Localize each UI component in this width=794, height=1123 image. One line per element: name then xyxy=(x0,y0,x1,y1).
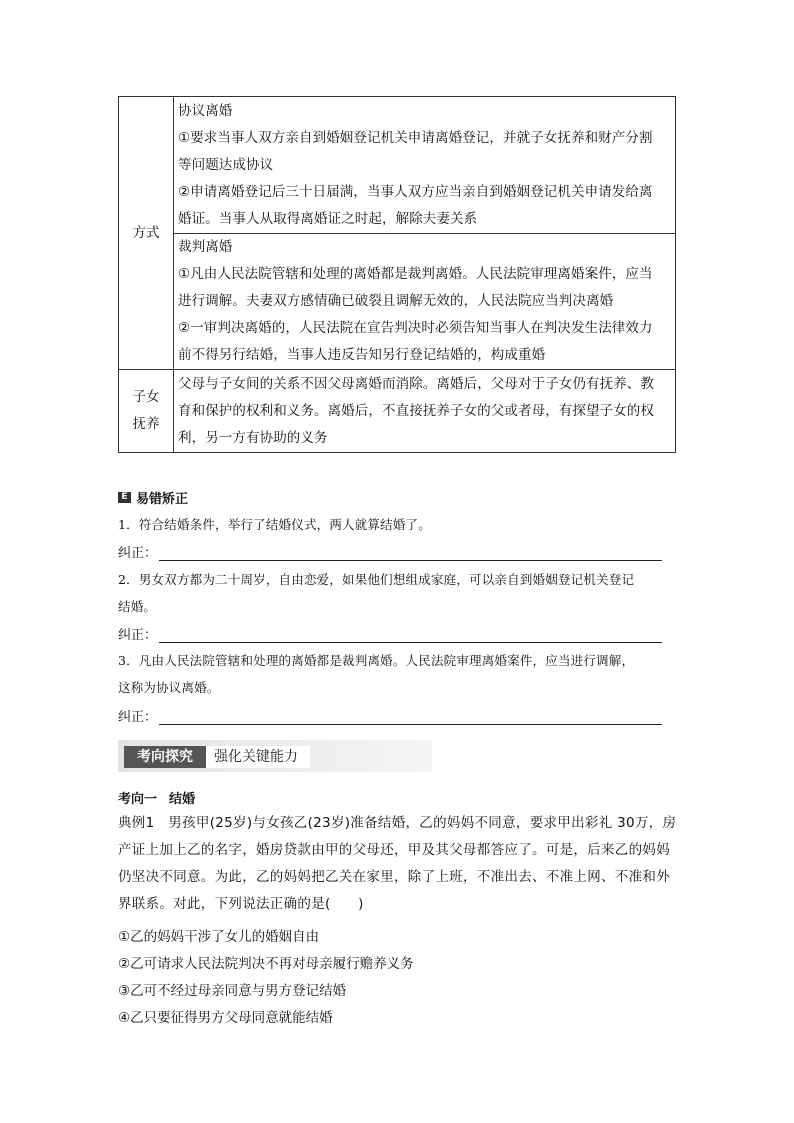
correction-title: 易错矫正 xyxy=(136,492,189,507)
fix-label: 纠正： xyxy=(118,546,158,561)
correction-item-1: 1．符合结婚条件，举行了结婚仪式，两人就算结婚了。 xyxy=(118,517,431,532)
agreement-line: ②申请离婚登记后三十日届满，当事人双方应当亲自到婚姻登记机关申请发给离 xyxy=(178,183,653,200)
correction-item-3: 3．凡由人民法院管辖和处理的离婚都是裁判离婚。人民法院审理离婚案件，应当进行调解， xyxy=(118,653,635,668)
child-label-cell xyxy=(119,370,174,453)
agreement-line: 婚证。当事人从取得离婚证之时起，解除夫妻关系 xyxy=(178,210,478,227)
child-support-line: 育和保护的权利和义务。离婚后，不直接抚养子女的父或者母，有探望子女的权 xyxy=(178,402,654,419)
litigation-line: 前不得另行结婚，当事人违反告知另行登记结婚的，构成重婚 xyxy=(178,347,546,363)
method-label-cell xyxy=(119,97,174,370)
child-support-cell xyxy=(174,370,676,453)
section-banner xyxy=(118,740,432,772)
fix-line-3[interactable] xyxy=(118,706,662,725)
example-line: 典例1 男孩甲(25岁)与女孩乙(23岁)准备结婚，乙的妈妈不同意，要求甲出彩礼 30万，房 xyxy=(118,815,677,831)
divorce-info-table xyxy=(118,96,676,453)
agreement-title: 协议离婚 xyxy=(178,102,233,119)
table-row-method-agreement xyxy=(119,97,676,234)
e-badge-icon: E xyxy=(118,492,131,503)
example-line: 界联系。对此，下列说法正确的是( ) xyxy=(118,896,364,912)
litigation-title: 裁判离婚 xyxy=(178,239,233,255)
example-line: 仍坚决不同意。为此，乙的妈妈把乙关在家里，除了上班，不准出去、不准上网、不准和外 xyxy=(118,869,670,885)
child-support-line: 父母与子女间的关系不因父母离婚而消除。离婚后，父母对于子女仍有抚养、教 xyxy=(178,375,654,392)
answer-option-3: ③乙可不经过母亲同意与男方登记结婚 xyxy=(118,983,347,999)
fix-label: 纠正： xyxy=(118,628,158,643)
fix-blank[interactable] xyxy=(159,629,662,643)
litigation-divorce-cell xyxy=(174,234,676,370)
correction-item-2-cont: 结婚。 xyxy=(118,599,157,614)
agreement-line: ①要求当事人双方亲自到婚姻登记机关申请离婚登记，并就子女抚养和财产分割 xyxy=(178,129,653,146)
answer-option-4: ④乙只要征得男方父母同意就能结婚 xyxy=(118,1010,333,1026)
fix-label: 纠正： xyxy=(118,710,158,725)
child-label-line2: 抚养 xyxy=(132,416,160,432)
subsection-topic: 结婚 xyxy=(169,792,196,807)
child-label-line1: 子女 xyxy=(132,389,160,405)
child-support-line: 利，另一方有协助的义务 xyxy=(178,429,328,446)
banner-subtitle: 强化关键能力 xyxy=(206,746,310,768)
method-label: 方式 xyxy=(132,224,160,241)
litigation-line: 进行调解。夫妻双方感情确已破裂且调解无效的，人民法院应当判决离婚 xyxy=(178,293,614,309)
subsection-label: 考向一 xyxy=(118,792,158,807)
answer-option-2: ②乙可请求人民法院判决不再对母亲履行赡养义务 xyxy=(118,956,414,972)
agreement-line: 等问题达成协议 xyxy=(178,156,274,173)
litigation-line: ②一审判决离婚的，人民法院在宣告判决时必须告知当事人在判决发生法律效力 xyxy=(178,320,653,336)
fix-line-1[interactable] xyxy=(118,542,662,561)
agreement-divorce-cell xyxy=(174,97,676,234)
correction-section-header xyxy=(118,488,188,507)
fix-blank[interactable] xyxy=(159,547,662,561)
litigation-line: ①凡由人民法院管辖和处理的离婚都是裁判离婚。人民法院审理离婚案件，应当 xyxy=(178,266,653,282)
table-row-child-support xyxy=(119,370,676,453)
answer-option-1: ①乙的妈妈干涉了女儿的婚姻自由 xyxy=(118,929,320,945)
table-row-method-litigation xyxy=(119,234,676,370)
banner-title: 考向探究 xyxy=(124,746,206,768)
example-line: 产证上加上乙的名字，婚房贷款由甲的父母还，甲及其父母都答应了。可是，后来乙的妈妈 xyxy=(118,842,670,858)
correction-item-2: 2．男女双方都为二十周岁，自由恋爱，如果他们想组成家庭，可以亲自到婚姻登记机关登记 xyxy=(118,572,635,587)
correction-item-3-cont: 这称为协议离婚。 xyxy=(118,680,220,695)
fix-line-2[interactable] xyxy=(118,624,662,643)
subsection-heading xyxy=(118,788,207,807)
fix-blank[interactable] xyxy=(159,711,662,725)
